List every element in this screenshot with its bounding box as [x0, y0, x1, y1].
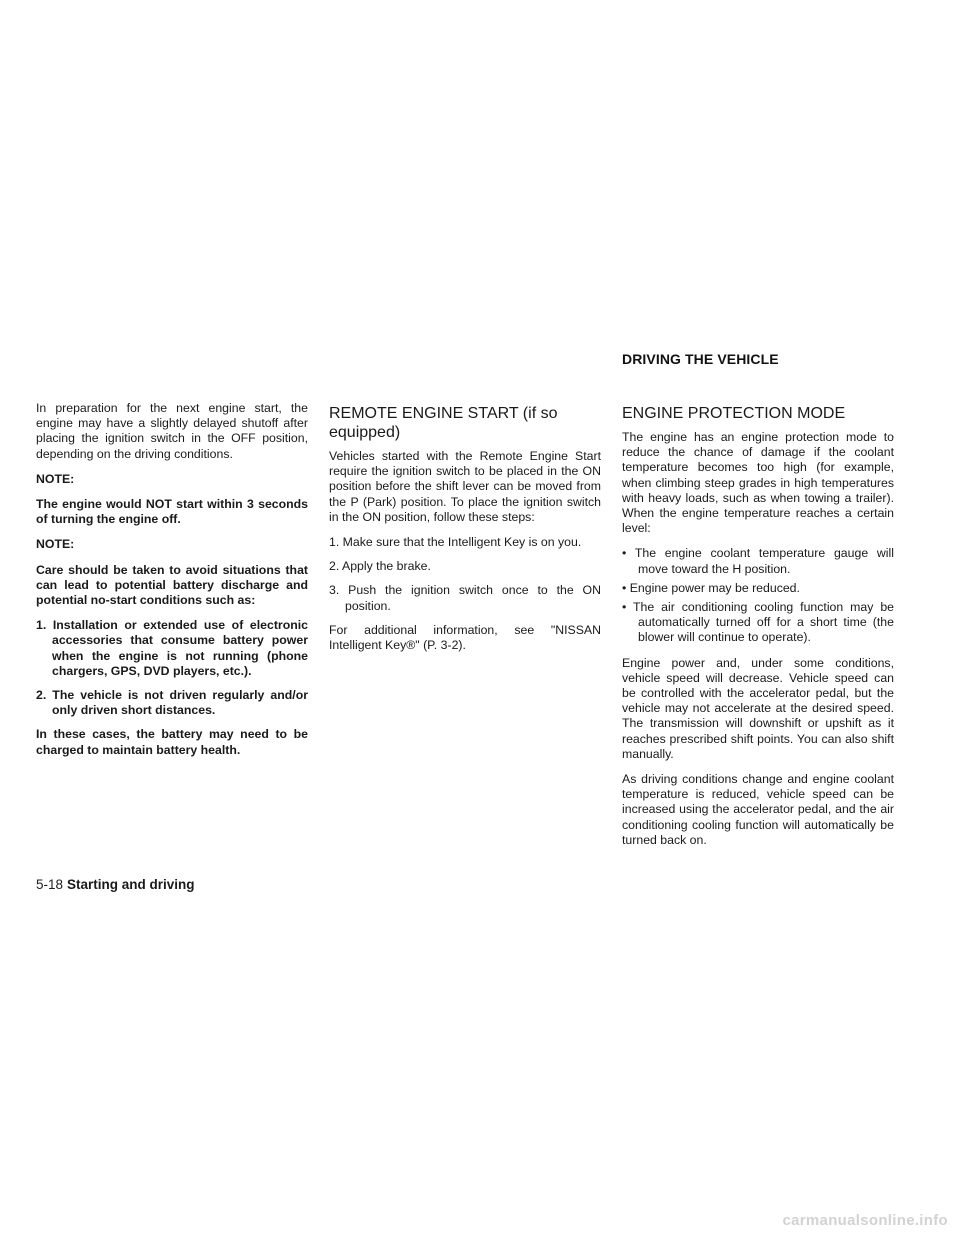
list-item: 2. Apply the brake.	[329, 559, 431, 574]
middle-column	[329, 404, 601, 663]
list-item: 2. The vehicle is not driven regularly and/or only driven short distances.	[36, 688, 308, 718]
note-text: Care should be taken to avoid situations that can lead to potential battery discharge and potential no-start conditions such as:	[36, 562, 308, 608]
left-column	[36, 401, 308, 768]
watermark: carmanualsonline.info	[782, 1212, 948, 1229]
note-text: The engine would NOT start within 3 seconds of turning the engine off.	[36, 497, 308, 527]
remote-start-body: Vehicles started with the Remote Engine Start require the ignition switch to be placed in the ON position before the shift lever can be moved from the P (Park) position. To place the ignition switch in the ON position, follow these steps:	[329, 449, 601, 524]
remote-start-heading: REMOTE ENGINE START (if so equipped)	[329, 405, 558, 441]
page-footer	[36, 877, 195, 892]
reference-paragraph: For additional information, see "NISSAN Intelligent Key®" (P. 3-2).	[329, 622, 601, 653]
chapter-title: Starting and driving	[67, 877, 195, 892]
list-item: • The air conditioning cooling function may be automatically turned off for a short time (the blower will continue to operate).	[622, 600, 894, 645]
protection-paragraph: As driving conditions change and engine coolant temperature is reduced, vehicle speed can be increased using the accelerator pedal, and the air conditioning cooling function will automatically be turned back on.	[622, 772, 894, 847]
note-label: NOTE:	[36, 537, 75, 552]
list-item: • The engine coolant temperature gauge will move toward the H position.	[622, 546, 894, 576]
list-item: • Engine power may be reduced.	[622, 580, 800, 595]
list-item: 1. Make sure that the Intelligent Key is on you.	[329, 535, 582, 550]
page-number: 5-18	[36, 877, 64, 892]
list-item: 3. Push the ignition switch once to the ON position.	[329, 583, 601, 613]
protection-paragraph: Engine power and, under some conditions, vehicle speed will decrease. Vehicle speed can be controlled with the accelerator pedal, but the vehicle may not accelerate at the desired speed. The transmission will downshift or upshift as it reaches prescribed shift points. You can also shift manually.	[622, 655, 894, 761]
section-header: DRIVING THE VEHICLE	[622, 351, 779, 367]
right-column	[622, 404, 894, 858]
intro-paragraph: In preparation for the next engine start, the engine may have a slightly delayed shutoff after placing the ignition switch in the OFF position, depending on the driving conditions.	[36, 401, 308, 461]
protection-mode-heading: ENGINE PROTECTION MODE	[622, 405, 846, 422]
list-item: 1. Installation or extended use of electronic accessories that consume battery power when the engine is not running (phone chargers, GPS, DVD players, etc.).	[36, 618, 308, 678]
closing-paragraph: In these cases, the battery may need to be charged to maintain battery health.	[36, 727, 308, 757]
protection-mode-body: The engine has an engine protection mode to reduce the chance of damage if the coolant temperature becomes too high (for example, when climbing steep grades in high temperatures with heavy loads, such as when towing a trailer). When the engine temperature reaches a certain level:	[622, 430, 894, 536]
note-label: NOTE:	[36, 471, 75, 486]
